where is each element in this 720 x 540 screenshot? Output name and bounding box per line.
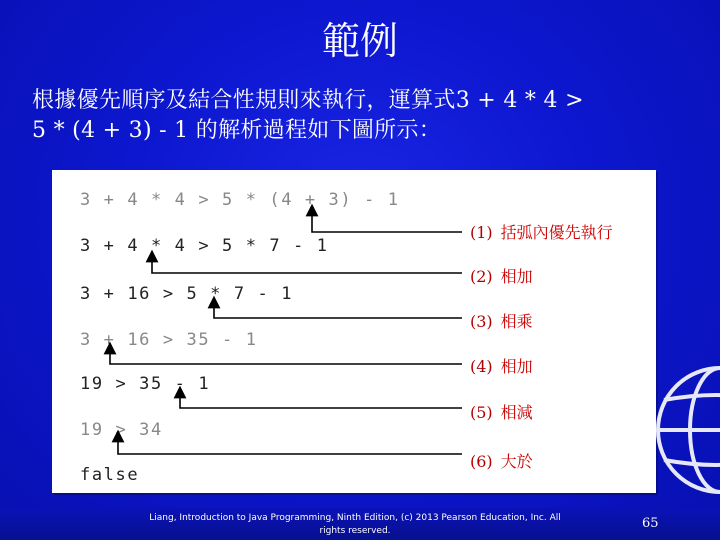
arrow-step-3 xyxy=(214,302,462,318)
code-line-7: false xyxy=(80,465,140,485)
intro-line-2: 5 * (4 + 3) - 1 的解析過程如下圖所示： xyxy=(32,118,442,143)
arrow-step-1 xyxy=(312,210,462,232)
evaluation-figure xyxy=(52,170,656,493)
footer-line-2: rights reserved. xyxy=(319,526,391,536)
arrow-step-2 xyxy=(152,256,462,273)
step-4-label: 相加 xyxy=(500,357,533,376)
arrow-step-5 xyxy=(180,392,462,408)
step-4 xyxy=(470,354,533,377)
arrow-step-4 xyxy=(110,348,462,364)
globe-decoration-icon xyxy=(650,350,720,510)
step-1-number: (1) xyxy=(470,223,493,242)
step-3-label: 相乘 xyxy=(500,312,533,331)
step-2-number: (2) xyxy=(470,267,493,286)
step-2 xyxy=(470,264,533,287)
code-line-4: 3 + 16 > 35 - 1 xyxy=(80,330,258,350)
code-line-1: 3 + 4 * 4 > 5 * (4 + 3) - 1 xyxy=(80,190,400,210)
step-6 xyxy=(470,449,533,472)
code-line-3: 3 + 16 > 5 * 7 - 1 xyxy=(80,284,294,304)
step-2-label: 相加 xyxy=(500,267,533,286)
step-6-number: (6) xyxy=(470,452,493,471)
step-3 xyxy=(470,309,533,332)
step-arrows xyxy=(52,170,656,493)
step-5-label: 相減 xyxy=(500,403,533,422)
arrow-step-6 xyxy=(118,436,462,454)
step-1 xyxy=(470,220,613,243)
step-4-number: (4) xyxy=(470,357,493,376)
footer-copyright xyxy=(140,512,570,538)
step-1-label: 括弧內優先執行 xyxy=(500,223,613,242)
step-5-number: (5) xyxy=(470,403,493,422)
step-3-number: (3) xyxy=(470,312,493,331)
code-line-5: 19 > 35 - 1 xyxy=(80,374,211,394)
page-number: 65 xyxy=(642,516,659,531)
code-line-6: 19 > 34 xyxy=(80,420,163,440)
intro-text xyxy=(32,86,702,146)
slide-title: 範例 xyxy=(321,19,398,63)
footer-line-1: Liang, Introduction to Java Programming, Ninth Edition, (c) 2013 Pearson Education, Inc. All xyxy=(149,513,561,523)
code-line-2: 3 + 4 * 4 > 5 * 7 - 1 xyxy=(80,236,329,256)
intro-line-1: 根據優先順序及結合性規則來執行，運算式3 + 4 * 4 > xyxy=(32,88,584,113)
step-6-label: 大於 xyxy=(500,452,533,471)
step-5 xyxy=(470,400,533,423)
